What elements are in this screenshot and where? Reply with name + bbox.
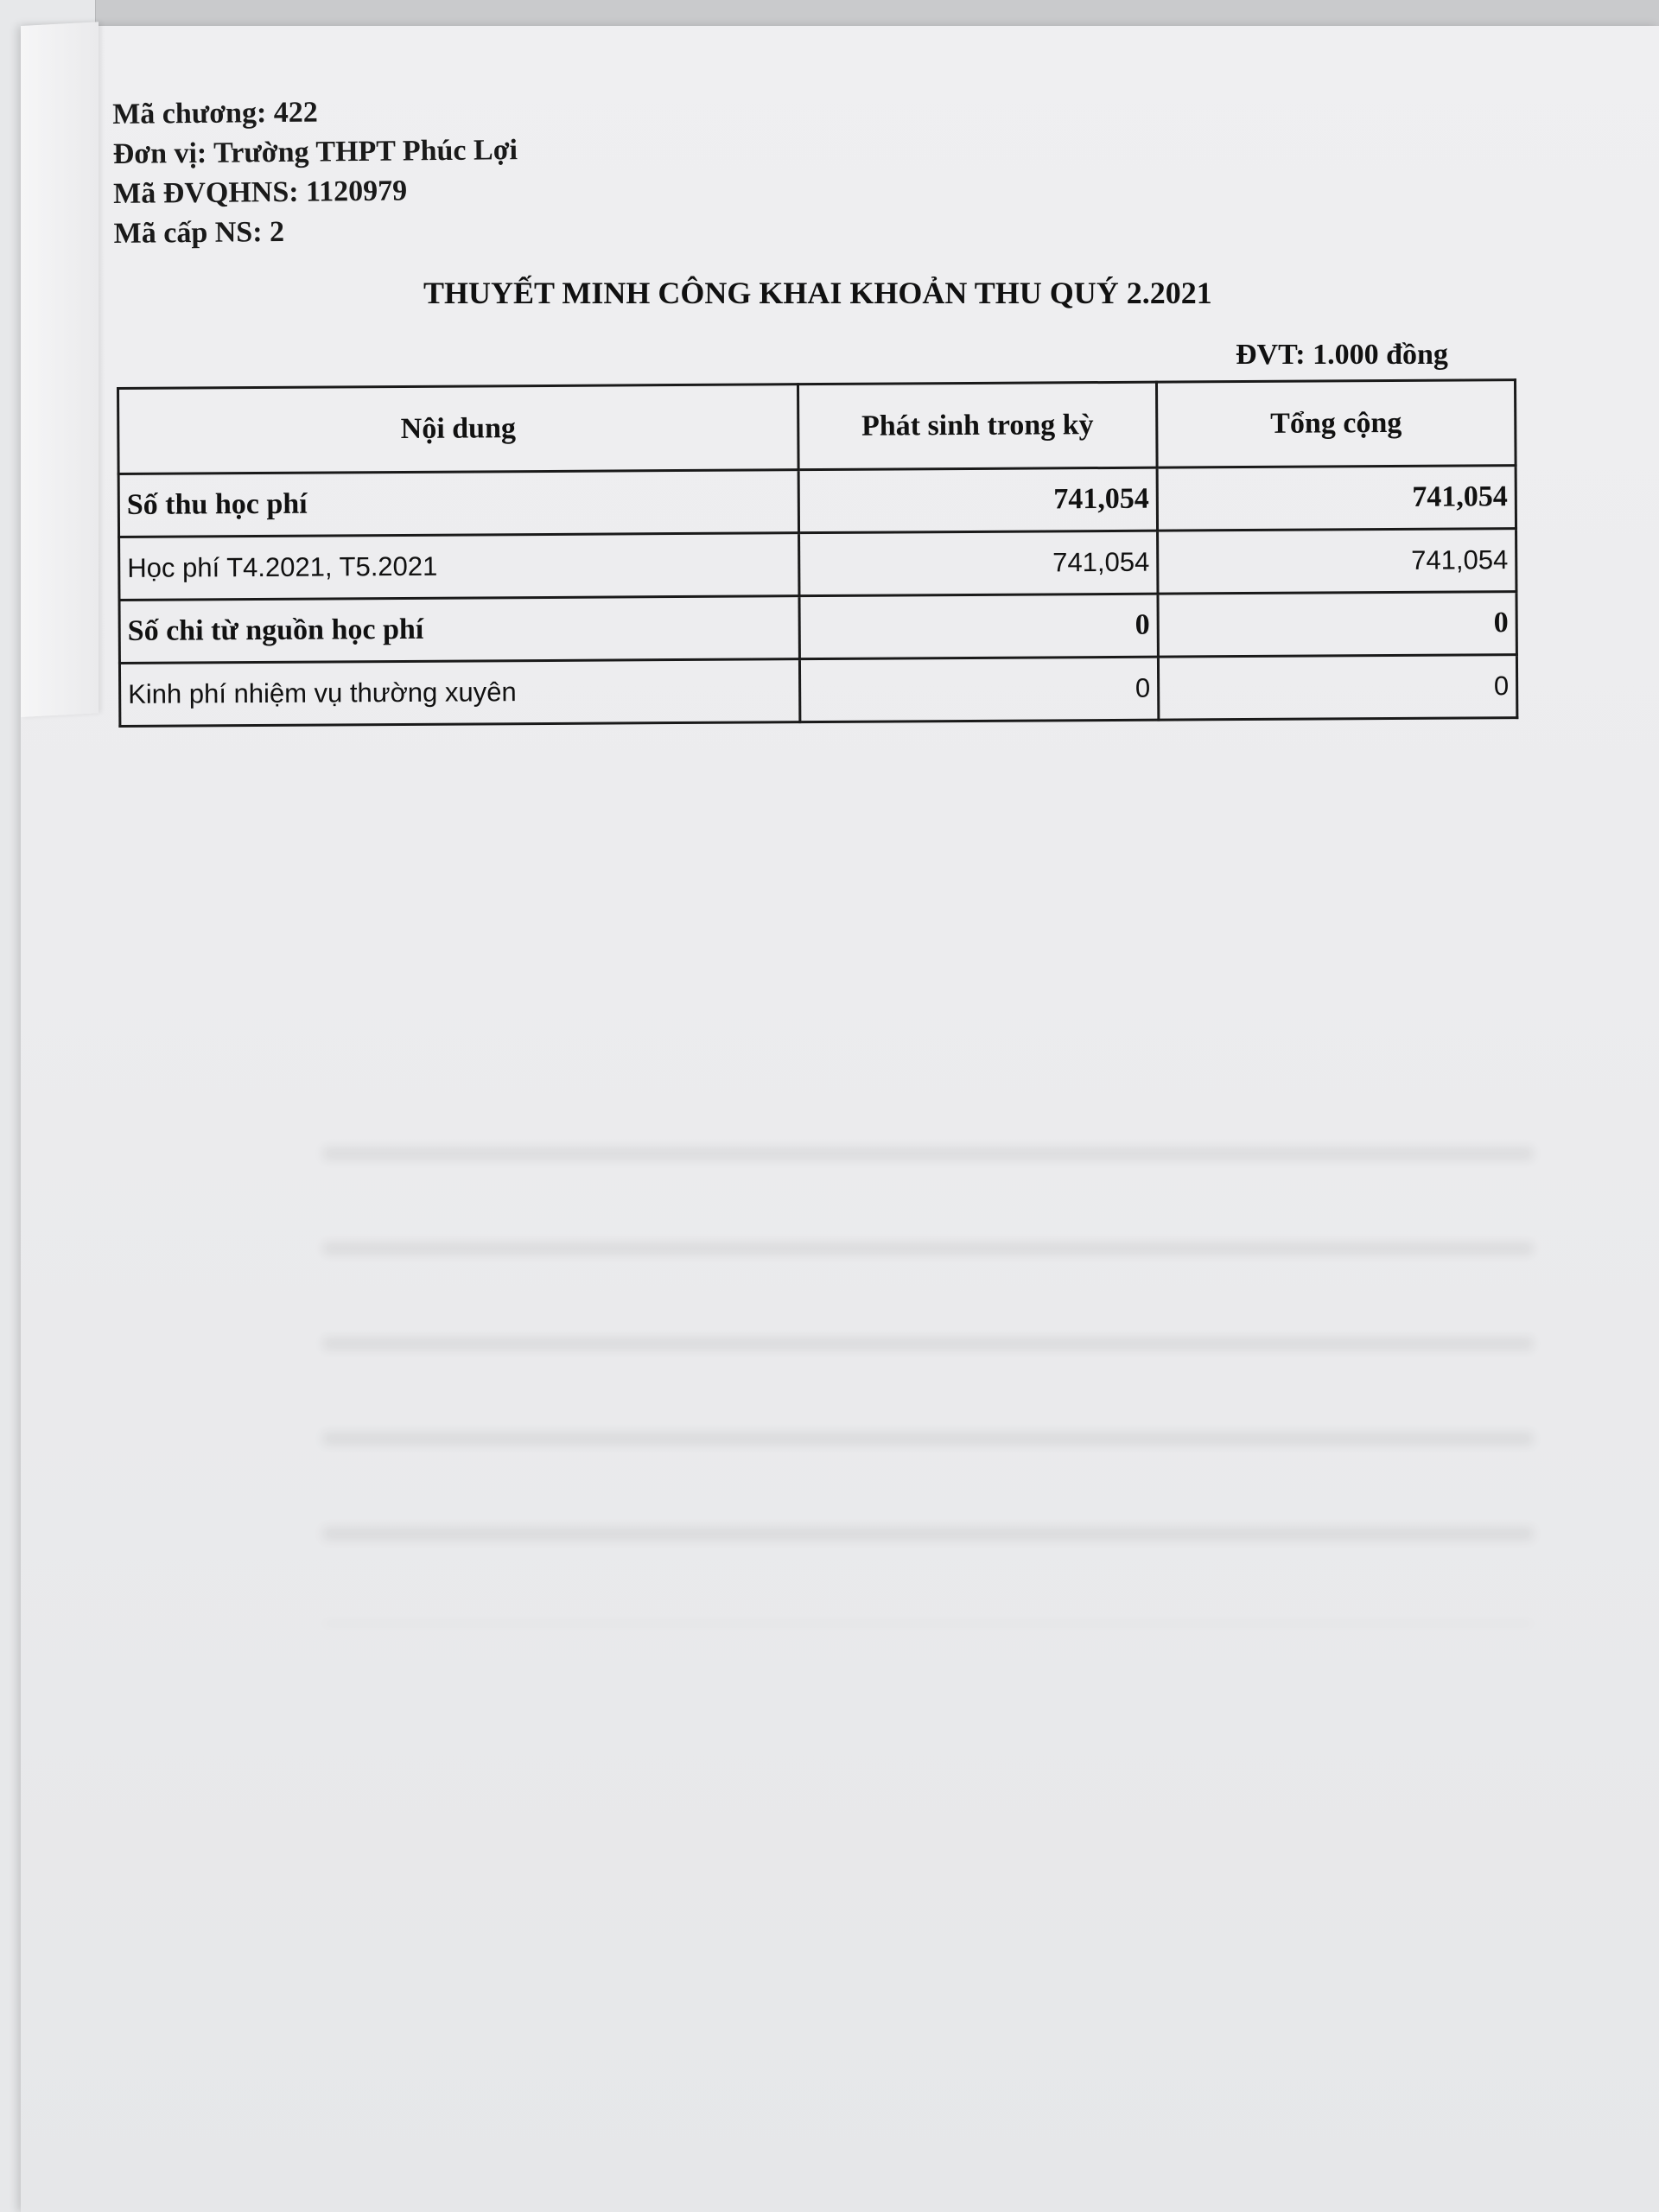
header-info (112, 91, 518, 254)
column-header-period: Phát sinh trong kỳ (798, 382, 1158, 470)
row-content: Số chi từ nguồn học phí (119, 596, 799, 664)
chapter-code: Mã chương: 422 (112, 96, 318, 130)
document-title: THUYẾT MINH CÔNG KHAI KHOẢN THU QUÝ 2.2021 (423, 276, 1212, 310)
table-row (119, 529, 1516, 601)
row-period-value: 0 (799, 657, 1158, 722)
bleed-through-text (323, 1106, 1533, 1624)
row-total-value: 741,054 (1158, 529, 1516, 594)
unit-name: Đơn vị: Trường THPT Phúc Lợi (112, 134, 518, 170)
table-row (118, 466, 1516, 537)
column-header-content: Nội dung (118, 385, 799, 474)
row-content: Kinh phí nhiệm vụ thường xuyên (119, 659, 799, 727)
row-period-value: 741,054 (799, 531, 1158, 596)
row-total-value: 741,054 (1157, 466, 1516, 531)
table-row (119, 592, 1516, 664)
row-total-value: 0 (1158, 592, 1516, 658)
budget-code: Mã ĐVQHNS: 1120979 (113, 175, 408, 210)
budget-level: Mã cấp NS: 2 (113, 215, 285, 250)
row-content: Học phí T4.2021, T5.2021 (119, 533, 799, 601)
row-period-value: 0 (799, 594, 1158, 659)
unit-note: ĐVT: 1.000 đồng (1236, 339, 1448, 371)
row-content: Số thu học phí (118, 470, 798, 537)
page-curl (21, 22, 99, 717)
report-table (117, 378, 1518, 728)
table-row (119, 655, 1516, 727)
table-header-row (118, 380, 1516, 474)
column-header-total: Tổng cộng (1157, 380, 1516, 468)
row-period-value: 741,054 (798, 467, 1157, 533)
row-total-value: 0 (1158, 655, 1516, 721)
